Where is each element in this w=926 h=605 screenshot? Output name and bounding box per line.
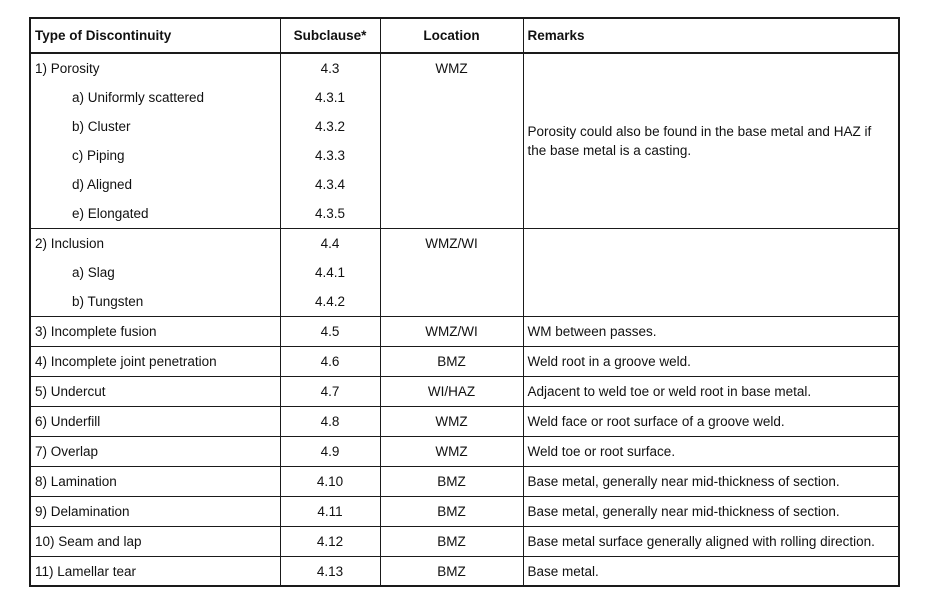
subtype-cell: a) Slag <box>31 258 280 287</box>
location-cell: WMZ <box>380 437 523 467</box>
subclause-cell: 4.4 <box>280 229 380 259</box>
location-cell <box>380 83 523 112</box>
location-cell: BMZ <box>380 467 523 497</box>
subclause-cell: 4.13 <box>280 557 380 587</box>
table-row <box>31 347 898 377</box>
location-cell: BMZ <box>380 497 523 527</box>
location-cell: WMZ <box>380 53 523 83</box>
header-subclause: Subclause* <box>280 19 380 53</box>
location-cell: BMZ <box>380 347 523 377</box>
subclause-cell: 4.5 <box>280 317 380 347</box>
remarks-cell: Base metal. <box>523 557 898 587</box>
subclause-cell: 4.3.2 <box>280 112 380 141</box>
subtype-cell: e) Elongated <box>31 199 280 229</box>
location-cell <box>380 112 523 141</box>
type-cell: 2) Inclusion <box>31 229 280 259</box>
subclause-cell: 4.3 <box>280 53 380 83</box>
subtype-cell: a) Uniformly scattered <box>31 83 280 112</box>
location-cell: WMZ <box>380 407 523 437</box>
location-cell <box>380 287 523 317</box>
subclause-cell: 4.12 <box>280 527 380 557</box>
discontinuity-table-frame <box>29 17 900 587</box>
type-cell: 3) Incomplete fusion <box>31 317 280 347</box>
location-cell: WMZ/WI <box>380 229 523 259</box>
subclause-cell: 4.3.5 <box>280 199 380 229</box>
subclause-cell: 4.11 <box>280 497 380 527</box>
subclause-cell: 4.3.4 <box>280 170 380 199</box>
type-cell: 10) Seam and lap <box>31 527 280 557</box>
remarks-cell <box>523 229 898 317</box>
remarks-cell: WM between passes. <box>523 317 898 347</box>
remarks-cell: Weld toe or root surface. <box>523 437 898 467</box>
header-location: Location <box>380 19 523 53</box>
subclause-cell: 4.10 <box>280 467 380 497</box>
subclause-cell: 4.3.1 <box>280 83 380 112</box>
header-type: Type of Discontinuity <box>31 19 280 53</box>
subtype-cell: b) Cluster <box>31 112 280 141</box>
type-cell: 1) Porosity <box>31 53 280 83</box>
remarks-cell: Base metal surface generally aligned with rolling direction. <box>523 527 898 557</box>
subclause-cell: 4.9 <box>280 437 380 467</box>
type-cell: 9) Delamination <box>31 497 280 527</box>
type-cell: 4) Incomplete joint penetration <box>31 347 280 377</box>
location-cell: BMZ <box>380 557 523 587</box>
location-cell: BMZ <box>380 527 523 557</box>
subtype-cell: d) Aligned <box>31 170 280 199</box>
subclause-cell: 4.6 <box>280 347 380 377</box>
subtype-cell: c) Piping <box>31 141 280 170</box>
table-row <box>31 527 898 557</box>
discontinuity-table <box>31 19 898 586</box>
table-row <box>31 53 898 83</box>
location-cell <box>380 199 523 229</box>
table-row <box>31 377 898 407</box>
subclause-cell: 4.4.2 <box>280 287 380 317</box>
location-cell: WI/HAZ <box>380 377 523 407</box>
remarks-cell: Porosity could also be found in the base metal and HAZ if the base metal is a casting. <box>523 53 898 229</box>
remarks-cell: Weld root in a groove weld. <box>523 347 898 377</box>
location-cell: WMZ/WI <box>380 317 523 347</box>
subclause-cell: 4.4.1 <box>280 258 380 287</box>
type-cell: 8) Lamination <box>31 467 280 497</box>
table-row <box>31 557 898 587</box>
table-header <box>31 19 898 53</box>
remarks-cell: Base metal, generally near mid-thickness of section. <box>523 467 898 497</box>
table-row <box>31 229 898 259</box>
table-row <box>31 497 898 527</box>
type-cell: 5) Undercut <box>31 377 280 407</box>
type-cell: 6) Underfill <box>31 407 280 437</box>
header-remarks: Remarks <box>523 19 898 53</box>
remarks-cell: Base metal, generally near mid-thickness of section. <box>523 497 898 527</box>
subclause-cell: 4.7 <box>280 377 380 407</box>
subclause-cell: 4.3.3 <box>280 141 380 170</box>
remarks-cell: Adjacent to weld toe or weld root in base metal. <box>523 377 898 407</box>
table-row <box>31 317 898 347</box>
subtype-cell: b) Tungsten <box>31 287 280 317</box>
remarks-cell: Weld face or root surface of a groove weld. <box>523 407 898 437</box>
table-row <box>31 467 898 497</box>
table-row <box>31 437 898 467</box>
type-cell: 11) Lamellar tear <box>31 557 280 587</box>
type-cell: 7) Overlap <box>31 437 280 467</box>
table-row <box>31 407 898 437</box>
subclause-cell: 4.8 <box>280 407 380 437</box>
location-cell <box>380 258 523 287</box>
location-cell <box>380 170 523 199</box>
location-cell <box>380 141 523 170</box>
